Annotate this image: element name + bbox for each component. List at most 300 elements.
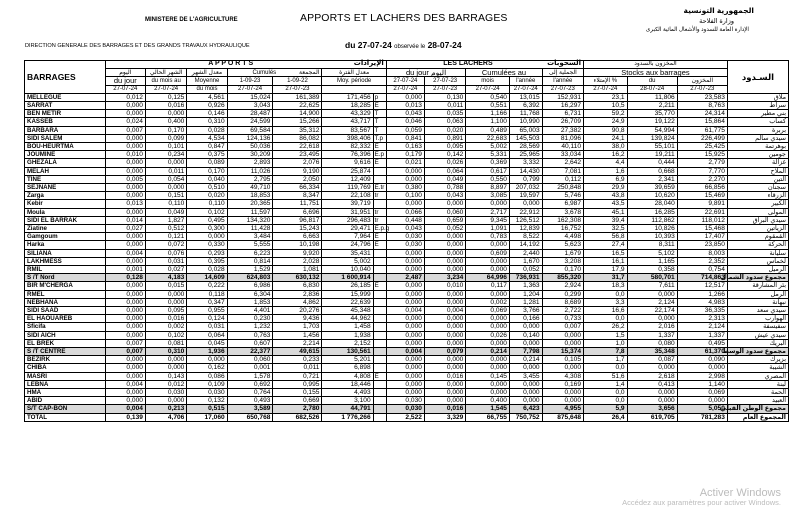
apport-value: 0,060 [227,356,273,364]
dam-name-ar: بئر المشارقة [727,282,788,290]
stock-value: 61,370 [677,348,727,356]
lacher-value: 0,000 [386,315,424,323]
apport-value: 1,578 [227,372,273,380]
dam-code [373,323,386,331]
apport-value: 0,995 [273,380,322,388]
lacher-value: 0,000 [542,397,583,405]
dam-name-ar: سيدي سعد [727,307,788,315]
apport-value: 35,312 [273,126,322,134]
lacher-value: 0,052 [509,266,542,274]
dam-code: T.p [373,134,386,142]
dam-code: T [373,118,386,126]
apport-value: 4,493 [322,389,373,397]
apport-value: 0,001 [227,364,273,372]
apport-value: 0,669 [273,397,322,405]
stock-ar: المخزون [677,77,727,85]
h-date3: 28-07-24 [627,85,677,93]
h-blank [322,85,386,93]
apport-value: 6,304 [227,290,273,298]
lacher-value: 0,000 [386,282,424,290]
lacher-value: 0,021 [386,159,424,167]
stock-value: 10,620 [627,192,677,200]
apport-value: 0,014 [105,216,145,224]
lacher-value: 0,000 [386,249,424,257]
stock-value: 2,124 [627,298,677,306]
apport-value: 0,510 [187,183,227,191]
h-date1c: 27-07-24 [227,85,273,93]
apport-value: 0,721 [273,372,322,380]
apport-value: 0,028 [187,266,227,274]
h-date2b: 27-07-23 [424,85,465,93]
apport-value: 14,900 [273,110,322,118]
watermark-line2: Accédez aux paramètres pour activer Windows. [622,498,781,507]
lacher-value: 0,030 [386,397,424,405]
lacher-value: 81,096 [542,134,583,142]
stock-value: 0,413 [627,380,677,388]
lacher-value: 3,234 [424,274,465,282]
apport-value: 0,109 [187,380,227,388]
h-date1d: 27-07-24 [386,85,424,93]
table-row [25,192,789,200]
apport-value: 0,007 [105,339,145,347]
stock-value: 0,0 [584,389,628,397]
lacher-value: 750,752 [509,413,542,421]
stock-value: 0,000 [677,364,727,372]
lacher-value: 0,079 [424,348,465,356]
mois-word: mois [466,77,510,85]
lacher-value: 0,000 [509,380,542,388]
stock-value: 1,337 [677,331,727,339]
lacher-value: 0,000 [424,233,465,241]
apport-value: 0,512 [145,225,186,233]
lacher-value: 0,000 [424,249,465,257]
lacher-value: 0,049 [424,175,465,183]
dam-name-ar: الشيبة [727,364,788,372]
dam-code: tr [373,208,386,216]
stock-value: 0,000 [627,397,677,405]
apport-value: 1,938 [322,331,373,339]
table-row [25,405,789,413]
lacher-value: 0,841 [386,134,424,142]
lacher-value: 0,000 [424,356,465,364]
apport-value: 9,436 [273,315,322,323]
apport-value: 6,663 [273,233,322,241]
apport-value: 0,375 [187,151,227,159]
lacher-value: 207,032 [509,183,542,191]
lacher-value: 0,030 [386,241,424,249]
dam-code [373,339,386,347]
dam-name-ar: بوهرتمة [727,142,788,150]
lacher-value: 14,192 [509,241,542,249]
stock-value: 10,5 [584,101,628,109]
apport-value: 0,607 [227,339,273,347]
stock-value: 139,824 [627,134,677,142]
lacher-value: 0,214 [466,348,510,356]
apport-value: 0,007 [105,348,145,356]
date-prefix: du [345,40,356,50]
apport-value: 0,000 [145,298,186,306]
apport-value: 11,026 [227,167,273,175]
stocks-header-ar: المخزون بالسدود [584,61,728,69]
stock-value: 22,174 [627,307,677,315]
apport-value: 0,031 [145,257,186,265]
stock-value: 3,3 [584,298,628,306]
apport-value: 0,020 [187,192,227,200]
stock-value: 1,6 [584,167,628,175]
apport-value: 2,050 [273,175,322,183]
dam-code [373,356,386,364]
apport-value: 0,000 [105,101,145,109]
lacher-value: 0,000 [509,397,542,405]
apport-value: 0,125 [145,93,186,101]
lacher-value: 736,931 [509,274,542,282]
apport-value: 0,926 [187,101,227,109]
apport-value: 0,347 [187,298,227,306]
stock-value: 9,891 [677,200,727,208]
lacher-value: 0,064 [424,167,465,175]
lj-date2: 27-07-23 [424,77,465,85]
apport-value: 0,234 [145,151,186,159]
lacher-value: 3,085 [466,192,510,200]
ministry-label: MINISTERE DE L'AGRICULTURE [145,17,238,23]
dam-name-ar: العبيد [727,397,788,405]
stock-value: 0,087 [627,356,677,364]
barrages-header: BARRAGES [25,61,106,94]
dam-name: TINE [25,175,106,183]
stock-value: 4,983 [677,298,727,306]
table-row [25,233,789,241]
cum-mois-header [466,69,542,77]
lacher-value: 0,000 [542,364,583,372]
stock-value: 2,124 [677,323,727,331]
dam-name-ar: سيدي عيش [727,331,788,339]
lj-header [386,69,466,77]
table-row [25,348,789,356]
lacher-value: 0,046 [386,118,424,126]
lacher-value: 1,679 [542,249,583,257]
dam-name-ar: الزياتين [727,225,788,233]
apport-value: 630,132 [273,274,322,282]
stock-value: 39,4 [584,216,628,224]
stock-value: 10,393 [627,233,677,241]
stock-value: 2,341 [627,175,677,183]
apport-value: 0,013 [105,200,145,208]
cumulees-header [227,69,322,77]
h-date1e: 27-07-24 [466,85,510,93]
stock-value: 2,211 [627,101,677,109]
lacher-value: 2,642 [542,159,583,167]
apport-value: 0,004 [105,405,145,413]
dam-name-ar: القمقوم [727,233,788,241]
stock-value: 0,0 [584,364,628,372]
apport-value: 0,310 [187,118,227,126]
dam-code [373,200,386,208]
header-row-4 [25,85,789,93]
dam-name-ar: المجموع العام [727,413,788,421]
lacher-value: 0,026 [466,331,510,339]
apport-value: 0,072 [145,241,186,249]
apport-value: 6,898 [322,364,373,372]
lacher-value: 0,000 [509,364,542,372]
apport-value: 1,458 [322,323,373,331]
stock-value: 10,826 [627,225,677,233]
apport-value: 0,027 [105,225,145,233]
lacher-value: 26,709 [542,118,583,126]
lacher-value: 0,000 [466,339,510,347]
lacher-value: 2,924 [542,282,583,290]
page-title: APPORTS ET LACHERS DES BARRAGES [300,12,508,24]
dam-name: S /T CENTRE [25,348,106,356]
apport-value: 0,763 [227,331,273,339]
dam-code: E [373,372,386,380]
dam-code: p [373,93,386,101]
apport-value: 0,002 [145,323,186,331]
dam-name: S /T Nord [25,274,106,282]
apport-value: 0,064 [187,331,227,339]
stock-value: 16,6 [584,307,628,315]
stock-value: 51,6 [584,372,628,380]
apport-value: 4,183 [145,274,186,282]
lacher-value: 0,659 [424,216,465,224]
lacher-value: 0,000 [424,315,465,323]
header-row-3 [25,77,789,85]
stock-value: 0,000 [677,397,727,405]
dam-name: BEZIRK [25,356,106,364]
apport-value: 39,719 [322,200,373,208]
lj-date1: 27-07-24 [386,77,424,85]
lacher-value: 0,783 [466,233,510,241]
lacher-value: 2,522 [386,413,424,421]
lacher-value: 0,000 [466,364,510,372]
apport-value: 86,082 [273,134,322,142]
dam-code: E [373,233,386,241]
stock-value: 1,165 [627,257,677,265]
apport-value: 0,030 [187,389,227,397]
h-date2d: 27-07-23 [677,85,727,93]
stock-value: 3,656 [627,405,677,413]
apport-value: 1,081 [273,266,322,274]
lacher-value: 0,000 [424,290,465,298]
apport-value: 0,007 [105,126,145,134]
apport-value: 650,768 [227,413,273,421]
lacher-value: 0,000 [424,200,465,208]
apport-value: 0,000 [105,364,145,372]
stock-value: 55,101 [627,142,677,150]
lacher-value: 66,755 [466,413,510,421]
table-row [25,225,789,233]
apport-value: 30,209 [227,151,273,159]
dam-name: SIDI SALEM [25,134,106,142]
apport-value: 0,170 [187,167,227,175]
apport-value: 0,012 [145,380,186,388]
lacher-value: 0,788 [424,183,465,191]
stock-value: 714,863 [677,274,727,282]
dam-name: RMEL [25,290,106,298]
apport-value: 0,847 [187,142,227,150]
apport-value: 0,233 [273,356,322,364]
lacher-value: 0,000 [386,372,424,380]
apport-value: 0,000 [105,241,145,249]
lacher-value: 126,512 [509,216,542,224]
stock-value: 1,4 [584,380,628,388]
stock-value: 5,9 [584,405,628,413]
apport-value: 3,589 [227,405,273,413]
lacher-value: 19,597 [509,192,542,200]
apport-value: 0,027 [145,266,186,274]
apport-value: 682,526 [273,413,322,421]
lacher-value: 0,069 [466,307,510,315]
dam-name-ar: الرميل [727,266,788,274]
apport-value: 0,395 [187,257,227,265]
lacher-value: 0,000 [466,380,510,388]
apport-value: 76,396 [322,151,373,159]
lacher-value: 16,297 [542,101,583,109]
lacher-value: 0,100 [386,192,424,200]
mois-ar: الشهر الحالي [145,69,186,77]
stock-value: 0,358 [627,266,677,274]
dam-code [373,307,386,315]
apport-value: 5,002 [322,257,373,265]
dam-name-ar: مجموع سدود الشمال [727,274,788,282]
lacher-value: 0,799 [509,175,542,183]
lacher-value: 2,717 [466,208,510,216]
stock-value: 0,0 [584,290,628,298]
dam-code [373,298,386,306]
table-row [25,331,789,339]
apport-value: 15,243 [273,225,322,233]
apport-value: 50,036 [227,142,273,150]
stock-value: 16,2 [584,151,628,159]
annee2: l'année [542,77,583,85]
dam-name: CHIBA [25,364,106,372]
h-date2: 27-07-23 [273,85,322,93]
dam-name: SEJNANE [25,183,106,191]
apport-value: 0,081 [145,339,186,347]
table-row [25,389,789,397]
lacher-value: 0,000 [386,175,424,183]
lachers-ar: السحوبات [547,60,582,68]
apport-value: 0,000 [105,307,145,315]
stock-value: 59,2 [584,110,628,118]
apport-value: 0,102 [187,208,227,216]
apport-value: 0,089 [187,159,227,167]
table-row [25,167,789,175]
lacher-value: 0,066 [386,208,424,216]
apport-value: 0,222 [187,282,227,290]
lacher-value: 0,030 [386,405,424,413]
apport-value: 0,000 [105,282,145,290]
stock-value: 15,469 [677,192,727,200]
apport-value: 1,827 [145,216,186,224]
lacher-value: 0,140 [509,331,542,339]
apport-value: 0,170 [145,126,186,134]
table-row [25,200,789,208]
stock-value: 35,770 [627,110,677,118]
apport-value: 2,795 [227,175,273,183]
dam-name: MASRI [25,372,106,380]
stock-value: 43,5 [584,200,628,208]
stock-value: 0,090 [677,356,727,364]
lacher-value: 162,308 [542,216,583,224]
apport-value: 0,400 [145,118,186,126]
dam-name-ar: الزرقاء [727,192,788,200]
stock-value: 118,012 [677,216,727,224]
stock-value: 0,0 [584,397,628,405]
dam-name-ar: الكبير [727,200,788,208]
stock-value: 2,270 [677,175,727,183]
lacher-value: 0,000 [386,356,424,364]
lacher-value: 6,392 [509,101,542,109]
lacher-value: 0,369 [466,159,510,167]
apport-value: 0,128 [105,274,145,282]
stock-value: 2,313 [677,315,727,323]
apport-value: 0,000 [105,159,145,167]
lacher-value: 875,648 [542,413,583,421]
apport-value: 0,493 [227,397,273,405]
lacher-value: 0,000 [466,356,510,364]
table-row [25,290,789,298]
lacher-value: 0,000 [386,389,424,397]
apport-value: 0,010 [105,151,145,159]
apport-value: 0,000 [145,159,186,167]
apport-value: 3,043 [227,101,273,109]
stock-value: 1,140 [677,380,727,388]
apport-value: 28,487 [227,110,273,118]
lacher-value: 0,013 [386,101,424,109]
table-row [25,118,789,126]
apport-value: 0,011 [273,364,322,372]
stock-value: 15,468 [677,225,727,233]
dam-code: tr [373,192,386,200]
dam-name: RMIL [25,266,106,274]
dam-name: LAKHMESS [25,257,106,265]
lacher-value: 0,000 [466,200,510,208]
lacher-value: 10,990 [509,118,542,126]
lacher-value: 0,002 [466,298,510,306]
apport-value: 0,293 [187,249,227,257]
apport-value: 0,049 [145,208,186,216]
report-date [345,40,462,50]
stock-value: 19,122 [627,118,677,126]
apport-value: 0,764 [227,389,273,397]
lacher-value: 0,000 [386,167,424,175]
cum-mois: Cumulées au [481,67,527,77]
lacher-value: 0,163 [386,142,424,150]
h-date2c: 27-07-23 [542,85,583,93]
apport-value: 11,428 [227,225,273,233]
apport-value: 22,618 [273,142,322,150]
apport-value: 82,332 [322,142,373,150]
stock-du: du [627,77,677,85]
dam-code [373,364,386,372]
apport-value: 0,132 [187,397,227,405]
lacher-value: 0,551 [466,101,510,109]
lacher-value: 7,798 [509,348,542,356]
dam-name: S/T CAP-BON [25,405,106,413]
table-row [25,142,789,150]
dam-name: BARBARA [25,126,106,134]
apport-value: 0,000 [105,192,145,200]
apport-value: 0,095 [145,307,186,315]
apport-value: 0,213 [145,405,186,413]
stock-value: 24,1 [584,134,628,142]
dam-name: SILIANA [25,249,106,257]
lacher-value: 0,130 [424,93,465,101]
dam-code [373,397,386,405]
apport-value: 0,000 [145,110,186,118]
lacher-value: 1,166 [466,110,510,118]
moyenne: Moyenne [187,77,227,85]
